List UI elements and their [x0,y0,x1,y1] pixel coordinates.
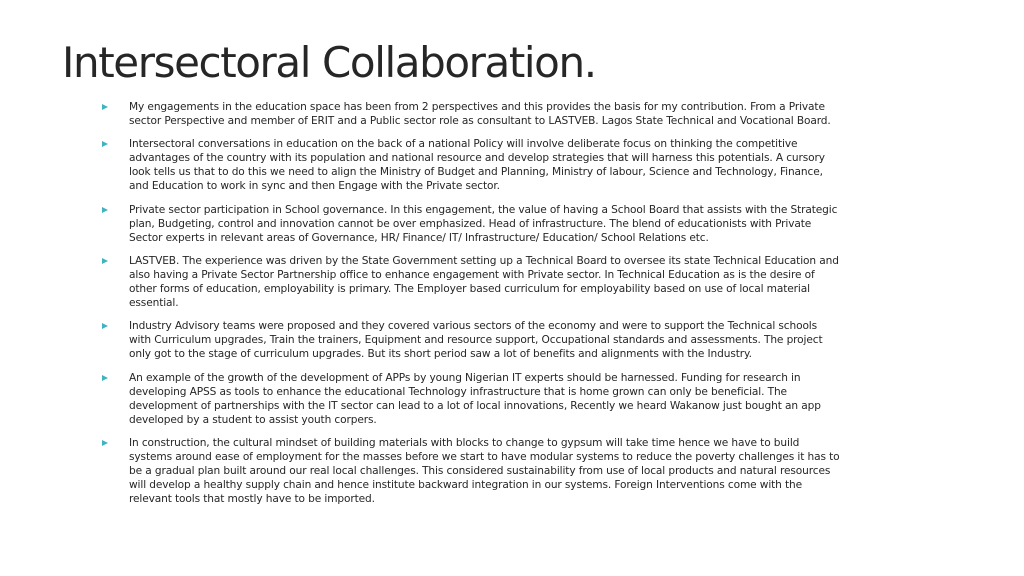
bullet-list [102,100,840,515]
triangle-bullet-icon [102,323,108,329]
bullet-item [102,371,840,427]
bullet-item [102,319,840,361]
bullet-text: My engagements in the education space has been from 2 perspectives and this provides the basis for my contribution. From a Private sector Perspective and member of ERIT and a Public sector role as consultant to LASTVEB. Lagos State Technical and Vocational Board. [129,101,831,128]
bullet-text: Intersectoral conversations in education on the back of a national Policy will involve deliberate focus on thinking the competitive advantages of the country with its population and national resource and develop strategies that will harness this potentials. A cursory look tells us that to do this we need to align the Ministry of Budget and Planning, Ministry of labour, Science and Technology, Finance, and Education to work in sync and then Engage with the Private sector. [129,138,825,193]
bullet-item [102,100,840,128]
bullet-text: Industry Advisory teams were proposed and they covered various sectors of the economy and were to support the Technical schools with Curriculum upgrades, Train the trainers, Equipment and resource support, Occupational standards and assessments. The project only got to the stage of curriculum upgrades. But its short period saw a lot of benefits and alignments with the Industry. [129,320,823,361]
bullet-text: LASTVEB. The experience was driven by the State Government setting up a Technical Board to oversee its state Technical Education and also having a Private Sector Partnership office to enhance engagement with Private sector. In Technical Education as is the desire of other forms of education, employability is primary. The Employer based curriculum for employability based on use of local material essential. [129,254,839,310]
triangle-bullet-icon [102,258,108,264]
bullet-item [102,203,840,245]
triangle-bullet-icon [102,375,108,381]
bullet-item [102,137,840,193]
bullet-text: An example of the growth of the development of APPs by young Nigerian IT experts should be harnessed. Funding for research in developing APSS as tools to enhance the educational Technology infrastructure that is home grown can only be beneficial. The development of partnerships with the IT sector can lead to a lot of local innovations, Recently we heard Wakanow just bought an app developed by a student to assist youth corpers. [129,371,821,426]
triangle-bullet-icon [102,141,108,147]
triangle-bullet-icon [102,104,108,110]
bullet-item [102,254,840,310]
triangle-bullet-icon [102,207,108,213]
slide-title: Intersectoral Collaboration. [62,38,596,87]
bullet-text: In construction, the cultural mindset of building materials with blocks to change to gypsum will take time hence we have to build systems around ease of employment for the masses before we start to have modular systems to reduce the poverty challenges it has to be a gradual plan built around our real local challenges. This considered sustainability from use of local products and natural resources will develop a healthy supply chain and hence institute backward integration in our systems. Foreign Interventions come with the relevant tools that mostly have to be imported. [129,436,840,506]
bullet-text: Private sector participation in School governance. In this engagement, the value of having a School Board that assists with the Strategic plan, Budgeting, control and innovation cannot be over emphasized. Head of infrastructure. The blend of educationists with Private Sector experts in relevant areas of Governance, HR/ Finance/ IT/ Infrastructure/ Education/ School Relations etc. [129,203,838,244]
triangle-bullet-icon [102,440,108,446]
bullet-item [102,436,840,506]
